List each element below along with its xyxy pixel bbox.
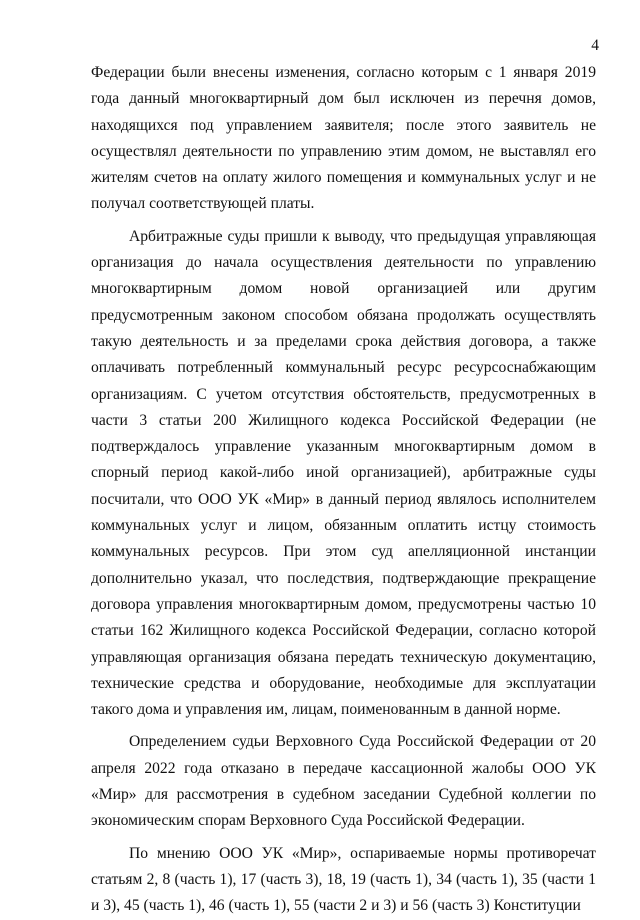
- paragraph-arbitration-courts: Арбитражные суды пришли к выводу, что предыдущая управляющая организация до начала осуществления деятельности по управлению многоквартирным домом новой организацией или другим предусмотренным законом способом обязана продолжать осуществлять такую деятельность и за пределами срока действия договора, а также оплачивать потребленный коммунальный ресурс ресурсоснабжающим организациям. С учетом отсутствия обстоятельств, предусмотренных в части 3 статьи 200 Жилищного кодекса Российской Федерации (не подтверждалось управление указанным многоквартирным домом в спорный период какой-либо иной организацией), арбитражные суды посчитали, что ООО УК «Мир» в данный период являлось исполнителем коммунальных услуг и лицом, обязанным оплатить истцу стоимость коммунальных ресурсов. При этом суд апелляционной инстанции дополнительно указал, что последствия, подтверждающие прекращение договора управления многоквартирным домом, предусмотрены частью 10 статьи 162 Жилищного кодекса Российской Федерации, согласно которой управляющая организация обязана передать техническую документацию, технические средства и оборудование, необходимые для эксплуатации такого дома и управления им, лицам, поименованным в данной норме.: [91, 227, 596, 719]
- page-number: 4: [591, 37, 599, 54]
- paragraph-supreme-court-ruling: Определением судьи Верховного Суда Российской Федерации от 20 апреля 2022 года отказано в передаче кассационной жалобы ООО УК «Мир» для рассмотрения в судебном заседании Судебной коллегии по экономическим спорам Верховного Суда Российской Федерации.: [91, 733, 596, 830]
- document-body: [91, 60, 596, 920]
- paragraph-continuation: Федерации были внесены изменения, согласно которым с 1 января 2019 года данный многоквартирный дом был исключен из перечня домов, находящихся под управлением заявителя; после этого заявитель не осуществлял деятельности по управлению этим домом, не выставлял его жителям счетов на оплату жилого помещения и коммунальных услуг и не получал соответствующей платы.: [91, 64, 596, 213]
- paragraph-applicant-opinion: По мнению ООО УК «Мир», оспариваемые нормы противоречат статьям 2, 8 (часть 1), 17 (часть 3), 18, 19 (часть 1), 34 (часть 1), 35 (части 1 и 3), 45 (часть 1), 46 (часть 1), 55 (части 2 и 3) и 56 (часть 3) Конституции: [91, 844, 596, 915]
